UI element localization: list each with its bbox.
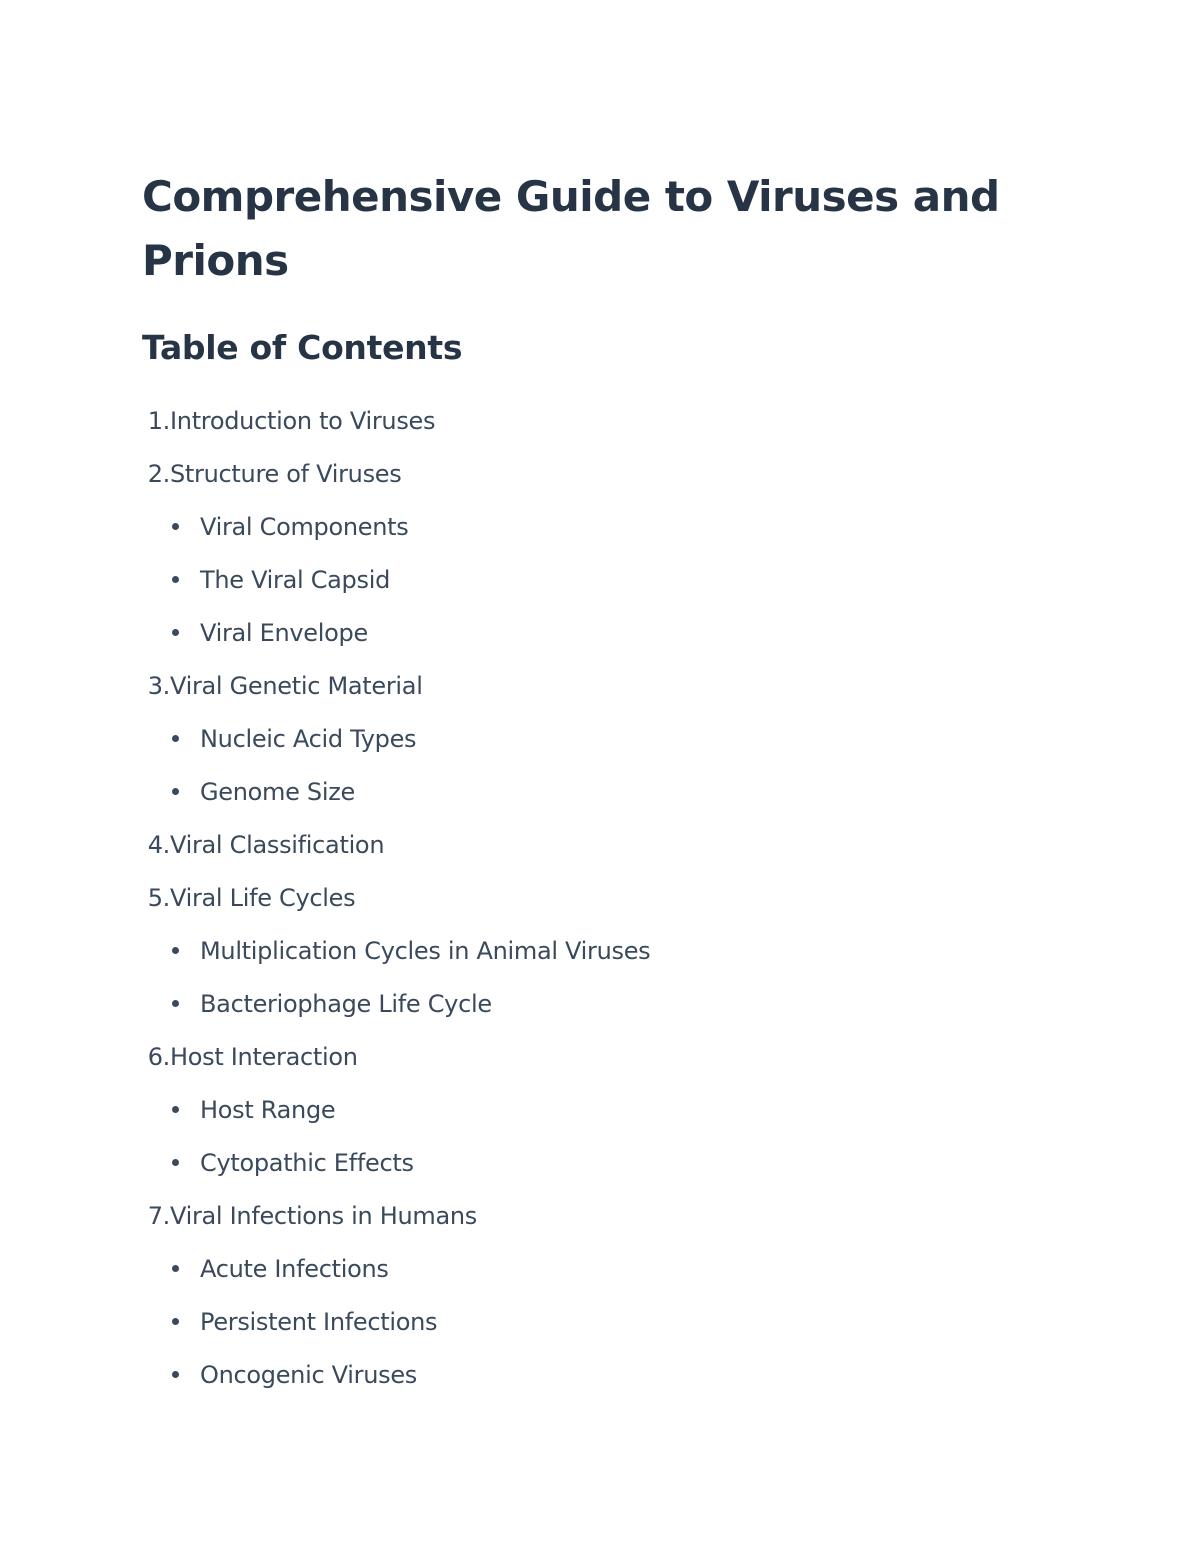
toc-subitem-label: Acute Infections	[200, 1254, 389, 1283]
toc-subitem-label: Host Range	[200, 1095, 336, 1124]
toc-item-number: 4.	[147, 830, 170, 859]
toc-subitem-label: Viral Envelope	[200, 618, 368, 647]
toc-subitem-label: Persistent Infections	[200, 1307, 438, 1336]
toc-subitem[interactable]	[142, 765, 1062, 818]
bullet-icon	[172, 735, 179, 742]
bullet-icon	[172, 629, 179, 636]
bullet-icon	[172, 1318, 179, 1325]
toc-item-number: 1.	[147, 406, 170, 435]
toc-item[interactable]	[142, 1030, 1062, 1083]
toc-heading: Table of Contents	[142, 328, 463, 367]
toc-subitem[interactable]	[142, 1083, 1062, 1136]
document-page	[142, 165, 1062, 1401]
document-title: Comprehensive Guide to Viruses and Prions	[142, 172, 1000, 285]
bullet-icon	[172, 1265, 179, 1272]
toc-item-number: 5.	[147, 883, 170, 912]
bullet-icon	[172, 947, 179, 954]
toc-item-label: Viral Classification	[170, 830, 385, 859]
toc-subitem-label: Genome Size	[200, 777, 355, 806]
toc-subitem-label: The Viral Capsid	[200, 565, 391, 594]
bullet-icon	[172, 576, 179, 583]
toc-item[interactable]	[142, 394, 1062, 447]
toc-item-label: Introduction to Viruses	[170, 406, 436, 435]
bullet-icon	[172, 523, 179, 530]
bullet-icon	[172, 1000, 179, 1007]
toc-item-number: 6.	[147, 1042, 170, 1071]
toc-subitem-label: Bacteriophage Life Cycle	[200, 989, 492, 1018]
toc-subitem[interactable]	[142, 977, 1062, 1030]
toc-item-number: 2.	[147, 459, 170, 488]
toc-subitem-label: Nucleic Acid Types	[200, 724, 417, 753]
toc-item-label: Viral Infections in Humans	[170, 1201, 478, 1230]
toc-item[interactable]	[142, 659, 1062, 712]
bullet-icon	[172, 788, 179, 795]
toc-subitem-label: Multiplication Cycles in Animal Viruses	[200, 936, 651, 965]
toc-item[interactable]	[142, 1189, 1062, 1242]
toc-item[interactable]	[142, 447, 1062, 500]
toc-item-label: Viral Genetic Material	[170, 671, 423, 700]
toc-item-label: Viral Life Cycles	[170, 883, 356, 912]
toc-subitem[interactable]	[142, 553, 1062, 606]
toc-subitem[interactable]	[142, 712, 1062, 765]
toc-subitem[interactable]	[142, 500, 1062, 553]
toc-subitem[interactable]	[142, 1242, 1062, 1295]
table-of-contents	[142, 394, 1062, 1401]
toc-subitem[interactable]	[142, 924, 1062, 977]
toc-subitem-label: Oncogenic Viruses	[200, 1360, 417, 1389]
toc-subitem-label: Viral Components	[200, 512, 409, 541]
toc-subitem-label: Cytopathic Effects	[200, 1148, 414, 1177]
toc-item-number: 7.	[147, 1201, 170, 1230]
bullet-icon	[172, 1159, 179, 1166]
bullet-icon	[172, 1106, 179, 1113]
toc-item-label: Structure of Viruses	[170, 459, 402, 488]
toc-item-label: Host Interaction	[170, 1042, 358, 1071]
toc-subitem[interactable]	[142, 606, 1062, 659]
toc-subitem[interactable]	[142, 1136, 1062, 1189]
toc-subitem[interactable]	[142, 1348, 1062, 1401]
toc-item[interactable]	[142, 871, 1062, 924]
toc-item-number: 3.	[147, 671, 170, 700]
toc-item[interactable]	[142, 818, 1062, 871]
bullet-icon	[172, 1371, 179, 1378]
toc-subitem[interactable]	[142, 1295, 1062, 1348]
